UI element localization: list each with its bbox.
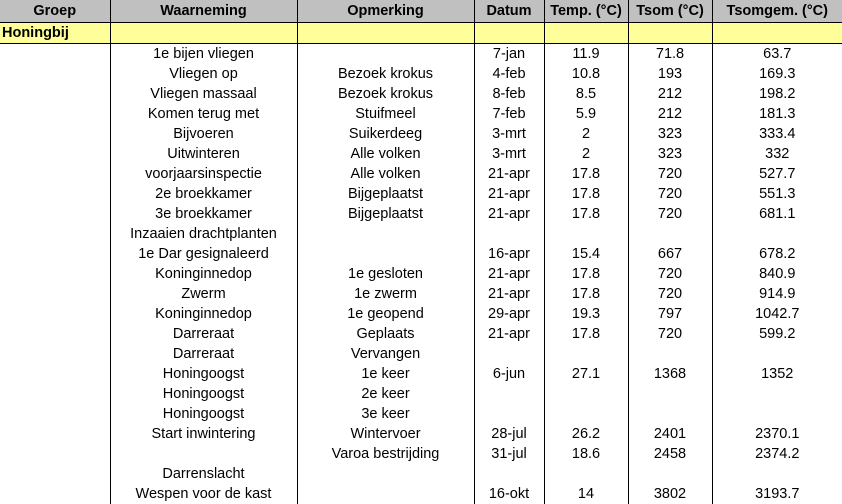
- cell-datum[interactable]: 7-jan: [474, 44, 544, 65]
- cell-temp[interactable]: [544, 464, 628, 484]
- header-tsomgem[interactable]: Tsomgem. (°C): [712, 0, 842, 23]
- cell-temp[interactable]: 17.8: [544, 284, 628, 304]
- cell-datum[interactable]: 8-feb: [474, 84, 544, 104]
- table-row: [0, 464, 842, 484]
- group-section: [0, 23, 842, 44]
- cell-opmerking[interactable]: Alle volken: [297, 144, 474, 164]
- cell-tsom[interactable]: 667: [628, 244, 712, 264]
- cell-opmerking[interactable]: 2e keer: [297, 384, 474, 404]
- cell-tsom[interactable]: [628, 384, 712, 404]
- cell-tsomgem[interactable]: 678.2: [712, 244, 842, 264]
- cell-groep[interactable]: [0, 484, 110, 504]
- cell-groep[interactable]: [0, 84, 110, 104]
- cell-opmerking[interactable]: Geplaats: [297, 324, 474, 344]
- cell-tsom[interactable]: 3802: [628, 484, 712, 504]
- group-row: [0, 23, 842, 44]
- cell-tsom[interactable]: 71.8: [628, 44, 712, 65]
- cell-temp[interactable]: 11.9: [544, 44, 628, 65]
- table-row: [0, 444, 842, 464]
- cell-waarneming[interactable]: Honingoogst: [110, 384, 297, 404]
- table-row: [0, 324, 842, 344]
- cell-opmerking[interactable]: [297, 224, 474, 244]
- cell-temp[interactable]: 19.3: [544, 304, 628, 324]
- group-cell[interactable]: [110, 23, 297, 44]
- cell-opmerking[interactable]: 1e zwerm: [297, 284, 474, 304]
- cell-temp[interactable]: [544, 344, 628, 364]
- cell-groep[interactable]: [0, 464, 110, 484]
- cell-tsomgem[interactable]: [712, 464, 842, 484]
- table-row: [0, 384, 842, 404]
- cell-temp[interactable]: 26.2: [544, 424, 628, 444]
- cell-opmerking[interactable]: Varoa bestrijding: [297, 444, 474, 464]
- cell-tsomgem[interactable]: 198.2: [712, 84, 842, 104]
- header-tsom[interactable]: Tsom (°C): [628, 0, 712, 23]
- header-waarneming[interactable]: Waarneming: [110, 0, 297, 23]
- cell-datum[interactable]: 29-apr: [474, 304, 544, 324]
- cell-groep[interactable]: [0, 404, 110, 424]
- header-opmerking[interactable]: Opmerking: [297, 0, 474, 23]
- cell-tsom[interactable]: [628, 344, 712, 364]
- cell-datum[interactable]: [474, 344, 544, 364]
- cell-opmerking[interactable]: Bijgeplaatst: [297, 204, 474, 224]
- table-row: [0, 484, 842, 504]
- cell-opmerking[interactable]: Bezoek krokus: [297, 64, 474, 84]
- table-row: [0, 84, 842, 104]
- cell-datum[interactable]: 21-apr: [474, 324, 544, 344]
- cell-groep[interactable]: [0, 304, 110, 324]
- cell-temp[interactable]: [544, 384, 628, 404]
- table-row: [0, 284, 842, 304]
- cell-datum[interactable]: 16-okt: [474, 484, 544, 504]
- cell-tsomgem[interactable]: 63.7: [712, 44, 842, 65]
- cell-datum[interactable]: 7-feb: [474, 104, 544, 124]
- cell-opmerking[interactable]: [297, 44, 474, 65]
- cell-temp[interactable]: 27.1: [544, 364, 628, 384]
- cell-groep[interactable]: [0, 244, 110, 264]
- cell-datum[interactable]: 21-apr: [474, 264, 544, 284]
- cell-groep[interactable]: [0, 424, 110, 444]
- cell-opmerking[interactable]: Stuifmeel: [297, 104, 474, 124]
- cell-groep[interactable]: [0, 224, 110, 244]
- cell-tsom[interactable]: 212: [628, 104, 712, 124]
- table-row: [0, 404, 842, 424]
- cell-tsom[interactable]: 193: [628, 64, 712, 84]
- cell-tsomgem[interactable]: 2374.2: [712, 444, 842, 464]
- table-row: [0, 364, 842, 384]
- cell-waarneming[interactable]: Koninginnedop: [110, 264, 297, 284]
- group-cell[interactable]: [297, 23, 474, 44]
- cell-datum[interactable]: 21-apr: [474, 284, 544, 304]
- cell-tsom[interactable]: 323: [628, 144, 712, 164]
- cell-tsom[interactable]: 720: [628, 284, 712, 304]
- cell-waarneming[interactable]: 3e broekkamer: [110, 204, 297, 224]
- cell-temp[interactable]: 2: [544, 124, 628, 144]
- table-row: [0, 104, 842, 124]
- cell-tsomgem[interactable]: [712, 404, 842, 424]
- cell-waarneming[interactable]: Darreraat: [110, 344, 297, 364]
- cell-waarneming[interactable]: Uitwinteren: [110, 144, 297, 164]
- cell-datum[interactable]: 21-apr: [474, 164, 544, 184]
- cell-opmerking[interactable]: 1e keer: [297, 364, 474, 384]
- cell-datum[interactable]: 16-apr: [474, 244, 544, 264]
- cell-waarneming[interactable]: Honingoogst: [110, 364, 297, 384]
- cell-tsom[interactable]: 720: [628, 264, 712, 284]
- cell-temp[interactable]: 10.8: [544, 64, 628, 84]
- cell-opmerking[interactable]: [297, 484, 474, 504]
- cell-tsomgem[interactable]: [712, 384, 842, 404]
- cell-datum[interactable]: [474, 224, 544, 244]
- table-row: [0, 344, 842, 364]
- cell-waarneming[interactable]: Darreraat: [110, 324, 297, 344]
- cell-tsom[interactable]: 2401: [628, 424, 712, 444]
- cell-waarneming[interactable]: Inzaaien drachtplanten: [110, 224, 297, 244]
- group-cell[interactable]: [544, 23, 628, 44]
- table-row: [0, 184, 842, 204]
- cell-groep[interactable]: [0, 64, 110, 84]
- cell-opmerking[interactable]: 3e keer: [297, 404, 474, 424]
- cell-tsomgem[interactable]: 840.9: [712, 264, 842, 284]
- cell-datum[interactable]: [474, 384, 544, 404]
- cell-tsomgem[interactable]: 3193.7: [712, 484, 842, 504]
- cell-opmerking[interactable]: [297, 244, 474, 264]
- cell-datum[interactable]: 28-jul: [474, 424, 544, 444]
- cell-temp[interactable]: 17.8: [544, 204, 628, 224]
- cell-tsom[interactable]: 2458: [628, 444, 712, 464]
- cell-temp[interactable]: 17.8: [544, 264, 628, 284]
- cell-groep[interactable]: [0, 144, 110, 164]
- cell-waarneming[interactable]: [110, 444, 297, 464]
- table-row: [0, 204, 842, 224]
- cell-waarneming[interactable]: 1e Dar gesignaleerd: [110, 244, 297, 264]
- table-row: [0, 224, 842, 244]
- cell-tsom[interactable]: [628, 404, 712, 424]
- cell-temp[interactable]: 18.6: [544, 444, 628, 464]
- cell-groep[interactable]: [0, 284, 110, 304]
- cell-datum[interactable]: 6-jun: [474, 364, 544, 384]
- header-groep[interactable]: Groep: [0, 0, 110, 23]
- cell-datum[interactable]: [474, 464, 544, 484]
- cell-temp[interactable]: 17.8: [544, 184, 628, 204]
- table-row: [0, 424, 842, 444]
- table-row: [0, 124, 842, 144]
- cell-tsom[interactable]: 720: [628, 164, 712, 184]
- cell-datum[interactable]: 31-jul: [474, 444, 544, 464]
- cell-waarneming[interactable]: Vliegen massaal: [110, 84, 297, 104]
- cell-tsomgem[interactable]: [712, 224, 842, 244]
- cell-groep[interactable]: [0, 184, 110, 204]
- cell-opmerking[interactable]: Bezoek krokus: [297, 84, 474, 104]
- cell-groep[interactable]: [0, 364, 110, 384]
- cell-tsom[interactable]: [628, 464, 712, 484]
- group-cell[interactable]: [712, 23, 842, 44]
- group-label[interactable]: Honingbij: [0, 23, 110, 44]
- header-datum[interactable]: Datum: [474, 0, 544, 23]
- cell-tsomgem[interactable]: 1042.7: [712, 304, 842, 324]
- cell-opmerking[interactable]: [297, 464, 474, 484]
- cell-groep[interactable]: [0, 124, 110, 144]
- table-row: [0, 264, 842, 284]
- table-row: [0, 244, 842, 264]
- cell-tsomgem[interactable]: [712, 344, 842, 364]
- cell-tsom[interactable]: 323: [628, 124, 712, 144]
- cell-tsomgem[interactable]: 527.7: [712, 164, 842, 184]
- data-rows: [0, 44, 842, 504]
- cell-groep[interactable]: [0, 164, 110, 184]
- cell-datum[interactable]: 3-mrt: [474, 144, 544, 164]
- cell-tsomgem[interactable]: 681.1: [712, 204, 842, 224]
- cell-temp[interactable]: [544, 404, 628, 424]
- cell-groep[interactable]: [0, 344, 110, 364]
- table-row: [0, 144, 842, 164]
- cell-tsom[interactable]: 797: [628, 304, 712, 324]
- cell-groep[interactable]: [0, 324, 110, 344]
- cell-waarneming[interactable]: Zwerm: [110, 284, 297, 304]
- cell-temp[interactable]: 17.8: [544, 164, 628, 184]
- cell-opmerking[interactable]: Vervangen: [297, 344, 474, 364]
- cell-opmerking[interactable]: Suikerdeeg: [297, 124, 474, 144]
- cell-groep[interactable]: [0, 384, 110, 404]
- cell-waarneming[interactable]: Komen terug met: [110, 104, 297, 124]
- cell-waarneming[interactable]: Start inwintering: [110, 424, 297, 444]
- cell-waarneming[interactable]: Honingoogst: [110, 404, 297, 424]
- cell-waarneming[interactable]: Darrenslacht: [110, 464, 297, 484]
- cell-temp[interactable]: 14: [544, 484, 628, 504]
- cell-temp[interactable]: 5.9: [544, 104, 628, 124]
- cell-waarneming[interactable]: 1e bijen vliegen: [110, 44, 297, 65]
- cell-groep[interactable]: [0, 204, 110, 224]
- cell-opmerking[interactable]: Alle volken: [297, 164, 474, 184]
- cell-opmerking[interactable]: Wintervoer: [297, 424, 474, 444]
- cell-waarneming[interactable]: voorjaarsinspectie: [110, 164, 297, 184]
- header-temp[interactable]: Temp. (°C): [544, 0, 628, 23]
- cell-tsom[interactable]: [628, 224, 712, 244]
- group-cell[interactable]: [628, 23, 712, 44]
- table-row: [0, 164, 842, 184]
- cell-waarneming[interactable]: Vliegen op: [110, 64, 297, 84]
- cell-tsomgem[interactable]: 169.3: [712, 64, 842, 84]
- cell-groep[interactable]: [0, 44, 110, 65]
- cell-tsom[interactable]: 1368: [628, 364, 712, 384]
- cell-datum[interactable]: 21-apr: [474, 184, 544, 204]
- cell-tsomgem[interactable]: 599.2: [712, 324, 842, 344]
- cell-groep[interactable]: [0, 104, 110, 124]
- table-row: [0, 304, 842, 324]
- cell-datum[interactable]: 21-apr: [474, 204, 544, 224]
- cell-tsom[interactable]: 212: [628, 84, 712, 104]
- cell-tsomgem[interactable]: 332: [712, 144, 842, 164]
- cell-datum[interactable]: 3-mrt: [474, 124, 544, 144]
- cell-groep[interactable]: [0, 444, 110, 464]
- cell-tsom[interactable]: 720: [628, 324, 712, 344]
- cell-tsomgem[interactable]: 1352: [712, 364, 842, 384]
- cell-groep[interactable]: [0, 264, 110, 284]
- cell-tsomgem[interactable]: 551.3: [712, 184, 842, 204]
- cell-waarneming[interactable]: Bijvoeren: [110, 124, 297, 144]
- cell-temp[interactable]: 15.4: [544, 244, 628, 264]
- cell-temp[interactable]: 2: [544, 144, 628, 164]
- cell-tsom[interactable]: 720: [628, 184, 712, 204]
- cell-waarneming[interactable]: 2e broekkamer: [110, 184, 297, 204]
- cell-opmerking[interactable]: 1e geopend: [297, 304, 474, 324]
- table-row: [0, 44, 842, 65]
- cell-datum[interactable]: 4-feb: [474, 64, 544, 84]
- cell-tsomgem[interactable]: 914.9: [712, 284, 842, 304]
- cell-waarneming[interactable]: Koninginnedop: [110, 304, 297, 324]
- cell-tsomgem[interactable]: 2370.1: [712, 424, 842, 444]
- cell-opmerking[interactable]: Bijgeplaatst: [297, 184, 474, 204]
- cell-temp[interactable]: 8.5: [544, 84, 628, 104]
- cell-tsomgem[interactable]: 181.3: [712, 104, 842, 124]
- cell-waarneming[interactable]: Wespen voor de kast: [110, 484, 297, 504]
- cell-temp[interactable]: [544, 224, 628, 244]
- cell-opmerking[interactable]: 1e gesloten: [297, 264, 474, 284]
- table-row: [0, 64, 842, 84]
- header-row: [0, 0, 842, 23]
- cell-datum[interactable]: [474, 404, 544, 424]
- cell-temp[interactable]: 17.8: [544, 324, 628, 344]
- cell-tsom[interactable]: 720: [628, 204, 712, 224]
- cell-tsomgem[interactable]: 333.4: [712, 124, 842, 144]
- group-cell[interactable]: [474, 23, 544, 44]
